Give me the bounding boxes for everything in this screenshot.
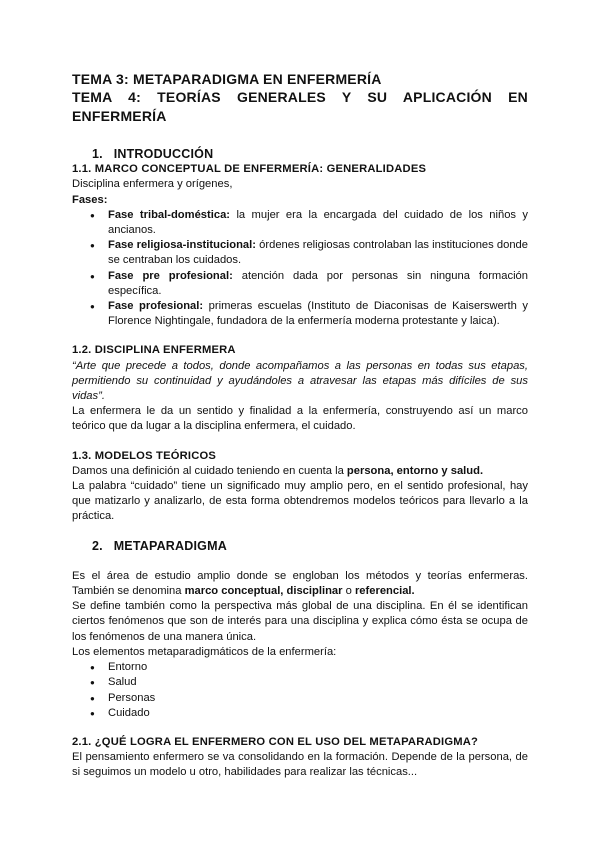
list-item: ● Fase tribal-doméstica: la mujer era la encargada del cuidado de los niños y ancianos. bbox=[108, 208, 528, 238]
subsection-1-3-heading: 1.3. MODELOS TEÓRICOS bbox=[72, 449, 217, 462]
phases-list bbox=[72, 208, 528, 330]
elements-list bbox=[72, 660, 528, 721]
subsection-1-2-heading: 1.2. DISCIPLINA ENFERMERA bbox=[72, 344, 236, 357]
list-item: ● Fase pre profesional: atención dada por personas sin ninguna formación específica. bbox=[108, 269, 528, 299]
list-item: ● Personas bbox=[108, 691, 528, 706]
title-tema-4-line1: TEMA 4: TEORÍAS GENERALES Y SU APLICACIÓN EN bbox=[72, 89, 528, 105]
models-paragraph-2: La palabra “cuidado” tiene un significado muy amplio pero, en el sentido profesional, hay que matizarlo y analizarlo, de esta forma obtendremos modelos teóricos para llevarlo a la práctica. bbox=[72, 480, 528, 523]
subsection-1-1-heading: 1.1. MARCO CONCEPTUAL DE ENFERMERÍA: GENERALIDADES bbox=[72, 163, 427, 176]
subsection-2-1-heading: 2.1. ¿QUÉ LOGRA EL ENFERMERO CON EL USO DEL METAPARADIGMA? bbox=[72, 735, 479, 748]
phases-label: Fases: bbox=[72, 193, 108, 206]
title-tema-3: TEMA 3: METAPARADIGMA EN ENFERMERÍA bbox=[72, 71, 382, 87]
subsection-2-1-text: El pensamiento enfermero se va consolidando en la formación. Depende de la persona, de si seguimos un modelo u otro, habilidades para realizar las técnicas... bbox=[72, 751, 528, 779]
elements-intro: Los elementos metaparadigmáticos de la enfermería: bbox=[72, 645, 337, 658]
section-1-heading bbox=[92, 147, 528, 162]
discipline-text: La enfermera le da un sentido y finalidad a la enfermería, construyendo así un marco teórico que da lugar a la disciplina enfermera, el cuidado. bbox=[72, 405, 528, 433]
discipline-quote: “Arte que precede a todos, donde acompañamos a las personas en todas sus etapas, permitiendo su continuidad y ayudándoles a atravesar las etapas más difíciles de sus vidas”. bbox=[72, 359, 528, 403]
section-1-number: 1. bbox=[92, 147, 103, 161]
subsection-1-1-intro: Disciplina enfermera y orígenes, bbox=[72, 178, 233, 191]
list-item: ● Cuidado bbox=[108, 706, 528, 721]
models-paragraph-1: Damos una definición al cuidado teniendo en cuenta la persona, entorno y salud. bbox=[72, 464, 484, 477]
section-1-title: INTRODUCCIÓN bbox=[113, 147, 214, 161]
section-2-number: 2. bbox=[92, 538, 103, 553]
section-2-title: METAPARADIGMA bbox=[113, 538, 227, 553]
section-2-heading bbox=[92, 539, 528, 554]
list-item: ● Fase profesional: primeras escuelas (Instituto de Diaconisas de Kaiserswerth y Florence Nightingale, fundadora de la enfermería moderna protestante y laica). bbox=[108, 299, 528, 329]
list-item: ● Fase religiosa-institucional: órdenes religiosas controlaban las instituciones donde se centraban los cuidados. bbox=[108, 238, 528, 268]
metaparadigm-paragraph-1: Es el área de estudio amplio donde se engloban los métodos y teorías enfermeras. También se denomina marco conceptual, disciplinar o referencial. bbox=[72, 569, 528, 598]
list-item: ● Salud bbox=[108, 675, 528, 690]
list-item: ● Entorno bbox=[108, 660, 528, 675]
metaparadigm-paragraph-2: Se define también como la perspectiva más global de una disciplina. En él se identifican ciertos fenómenos que son de interés para una disciplina y explica cómo ésta se ocupa de los fenómenos de una manera única. bbox=[72, 600, 528, 643]
title-tema-4-line2: ENFERMERÍA bbox=[72, 108, 167, 124]
